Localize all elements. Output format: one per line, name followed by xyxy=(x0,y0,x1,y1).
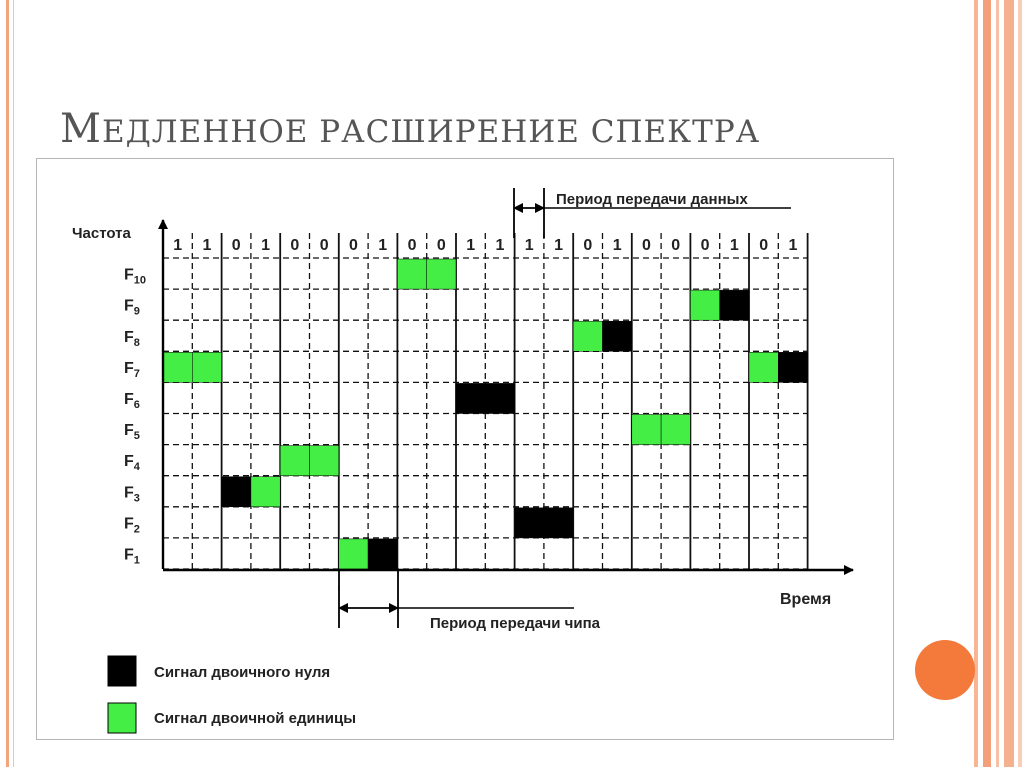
signal-block-one xyxy=(632,415,661,445)
signal-block-zero xyxy=(544,508,573,538)
signal-block-zero xyxy=(222,477,251,507)
signal-block-zero xyxy=(603,321,632,351)
frequency-label: $F_9$ xyxy=(124,297,140,318)
frequency-label: $F_8$ xyxy=(124,328,140,349)
signal-block-one xyxy=(163,352,192,382)
signal-block-zero xyxy=(368,539,397,569)
bit-label: 1 xyxy=(554,237,564,254)
legend-one-label: Сигнал двоичной единицы xyxy=(154,710,357,727)
signal-block-zero xyxy=(778,352,807,382)
bit-label: 0 xyxy=(290,237,300,254)
bit-label: 1 xyxy=(612,237,622,254)
bit-label: 0 xyxy=(671,237,681,254)
frequency-label: $F_6$ xyxy=(124,390,140,411)
bit-label: 1 xyxy=(788,237,798,254)
signal-block-one xyxy=(661,415,690,445)
signal-block-one xyxy=(749,352,778,382)
left-decorative-border xyxy=(0,0,30,767)
signal-block-zero xyxy=(720,290,749,320)
bit-label: 1 xyxy=(524,237,534,254)
signal-block-one xyxy=(310,446,339,476)
legend-one-swatch xyxy=(108,703,136,733)
frequency-label: $F_3$ xyxy=(124,484,140,505)
frequency-label: $F_5$ xyxy=(124,422,140,443)
frequency-label: $F_4$ xyxy=(124,453,140,474)
data-period-label: Период передачи данных xyxy=(556,191,748,208)
x-axis-label: Время xyxy=(780,591,832,608)
signal-block-zero xyxy=(485,383,514,413)
bit-label: 0 xyxy=(348,237,358,254)
bit-label: 1 xyxy=(261,237,271,254)
signal-block-one xyxy=(427,259,456,289)
right-decorative-border xyxy=(974,0,1024,767)
axes xyxy=(108,188,853,733)
bit-label: 0 xyxy=(436,237,446,254)
bit-label: 1 xyxy=(729,237,739,254)
chip-period-label: Период передачи чипа xyxy=(430,615,600,632)
signal-block-one xyxy=(690,290,719,320)
frequency-label: $F_{10}$ xyxy=(124,266,147,287)
bit-label: 0 xyxy=(583,237,593,254)
signal-block-one xyxy=(192,352,221,382)
bit-label: 0 xyxy=(759,237,769,254)
slide-title: МЕДЛЕННОЕ РАСШИРЕНИЕ СПЕКТРА xyxy=(60,106,761,152)
frequency-label: $F_2$ xyxy=(124,515,140,536)
bit-label: 0 xyxy=(700,237,710,254)
bit-label: 0 xyxy=(231,237,241,254)
bit-label: 0 xyxy=(319,237,329,254)
signal-block-one xyxy=(339,539,368,569)
signal-block-zero xyxy=(456,383,485,413)
signal-block-one xyxy=(280,446,309,476)
signal-block-one xyxy=(397,259,426,289)
decorative-circle xyxy=(915,640,975,700)
frequency-label: $F_7$ xyxy=(124,359,140,380)
legend-zero-label: Сигнал двоичного нуля xyxy=(154,664,331,681)
bit-label: 1 xyxy=(495,237,505,254)
bit-label: 0 xyxy=(641,237,651,254)
bit-label: 1 xyxy=(378,237,388,254)
y-axis-label: Частота xyxy=(72,225,131,242)
fhss-diagram xyxy=(36,158,892,738)
bit-label: 1 xyxy=(466,237,476,254)
bit-label: 1 xyxy=(173,237,183,254)
signal-block-one xyxy=(573,321,602,351)
frequency-label: $F_1$ xyxy=(124,546,140,567)
legend-zero-swatch xyxy=(108,656,136,686)
bit-label: 0 xyxy=(407,237,417,254)
signal-block-zero xyxy=(515,508,544,538)
bit-label: 1 xyxy=(202,237,212,254)
signal-block-one xyxy=(251,477,280,507)
